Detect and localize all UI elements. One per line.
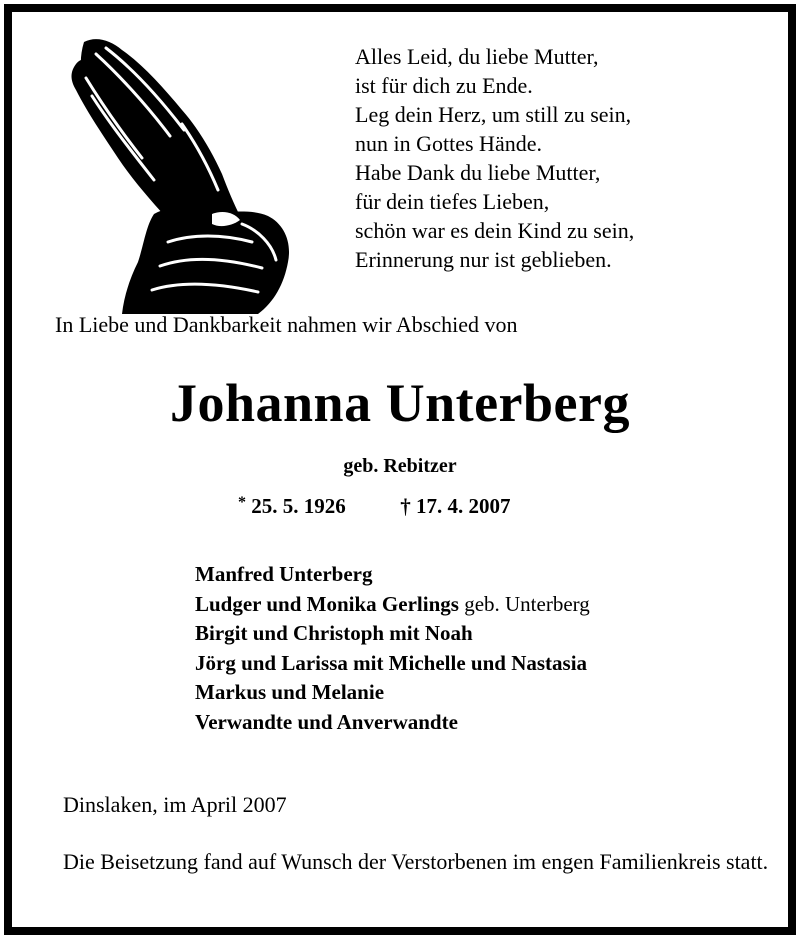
intro-text: In Liebe und Dankbarkeit nahmen wir Abschied von: [55, 312, 518, 337]
poem-line: ist für dich zu Ende.: [355, 73, 533, 98]
poem-line: Habe Dank du liebe Mutter,: [355, 160, 601, 185]
mourner-name: Birgit und Christoph mit Noah: [195, 621, 473, 645]
death-cross-icon: †: [400, 494, 411, 518]
life-dates: [238, 494, 511, 519]
mourner-line: [195, 708, 590, 738]
mourner-name: Manfred Unterberg: [195, 562, 373, 586]
mourner-name: Markus und Melanie: [195, 680, 385, 704]
mourner-note: geb. Unterberg: [458, 591, 590, 616]
poem-line: Alles Leid, du liebe Mutter,: [355, 44, 599, 69]
mourner-name: Jörg und Larissa mit Michelle und Nastasia: [195, 650, 588, 675]
mourner-line: [195, 678, 590, 708]
poem-line: Erinnerung nur ist geblieben.: [355, 247, 612, 272]
mourner-line: [195, 619, 590, 649]
mourner-line: [195, 590, 590, 620]
praying-hands-icon: [62, 34, 298, 316]
mourner-name: Verwandte und Anverwandte: [195, 709, 458, 734]
poem-line: schön war es dein Kind zu sein,: [355, 218, 635, 243]
poem-line: nun in Gottes Hände.: [355, 131, 542, 156]
obituary-frame: [4, 4, 796, 935]
mourner-line: [195, 649, 590, 679]
mourner-line: [195, 560, 590, 590]
birth-date: 25. 5. 1926: [251, 494, 346, 518]
poem-line: für dein tiefes Lieben,: [355, 189, 550, 214]
mourners-list: [195, 560, 590, 737]
maiden-name: geb. Rebitzer: [343, 455, 457, 477]
mourner-name: Ludger und Monika Gerlings: [195, 591, 459, 616]
death-date: 17. 4. 2007: [416, 494, 511, 518]
deceased-name: Johanna Unterberg: [169, 373, 630, 433]
place-date: Dinslaken, im April 2007: [63, 792, 287, 817]
poem: [355, 42, 634, 274]
funeral-notice: Die Beisetzung fand auf Wunsch der Verstorbenen im engen Familienkreis statt.: [63, 849, 769, 874]
birth-symbol: *: [238, 494, 246, 511]
poem-line: Leg dein Herz, um still zu sein,: [355, 102, 632, 127]
